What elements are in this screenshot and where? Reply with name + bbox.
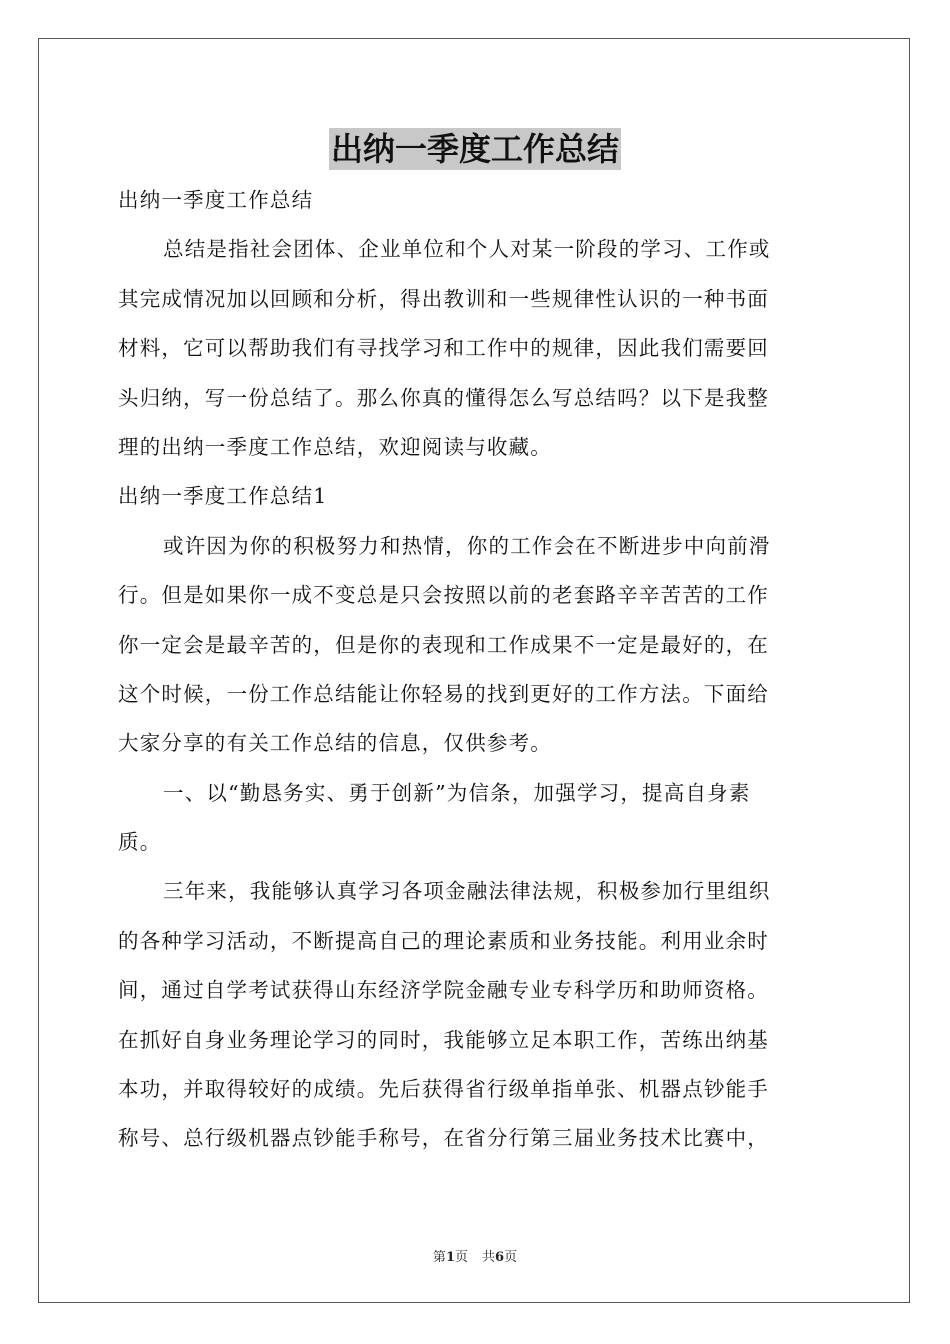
- document-body: [118, 176, 834, 1164]
- text-line: 间，通过自学考试获得山东经济学院金融专业专科学历和助师资格。: [118, 978, 769, 1003]
- text-line: 的各种学习活动，不断提高自己的理论素质和业务技能。利用业余时: [118, 928, 769, 953]
- text-line: 头归纳，写一份总结了。那么你真的懂得怎么写总结吗？以下是我整: [118, 385, 769, 410]
- page-number: 1: [445, 1250, 455, 1265]
- document-title: 出纳一季度工作总结: [330, 130, 619, 168]
- text-line: 材料，它可以帮助我们有寻找学习和工作中的规律，因此我们需要回: [118, 336, 769, 361]
- text-line: 在抓好自身业务理论学习的同时，我能够立足本职工作，苦练出纳基: [118, 1027, 769, 1052]
- text-line: 这个时候，一份工作总结能让你轻易的找到更好的工作方法。下面给: [118, 681, 769, 706]
- text-line: 你一定会是最辛苦的，但是你的表现和工作成果不一定是最好的，在: [118, 632, 769, 657]
- text-line: 或许因为你的积极努力和热情，你的工作会在不断进步中向前滑: [163, 533, 771, 558]
- text-line: 称号、总行级机器点钞能手称号，在省分行第三届业务技术比赛中，: [118, 1126, 769, 1151]
- text-line: 本功，并取得较好的成绩。先后获得省行级单指单张、机器点钞能手: [118, 1077, 769, 1102]
- text-line: 其完成情况加以回顾和分析，得出教训和一些规律性认识的一种书面: [118, 286, 769, 311]
- text-line: 三年来，我能够认真学习各项金融法律法规，积极参加行里组织: [163, 879, 771, 904]
- text-line: 出纳一季度工作总结: [118, 188, 314, 212]
- title-container: [0, 128, 950, 170]
- text-line: 理的出纳一季度工作总结，欢迎阅读与收藏。: [118, 434, 552, 459]
- total-suffix: 页: [504, 1250, 518, 1265]
- page-footer: [0, 1246, 950, 1265]
- total-prefix: 共: [482, 1250, 496, 1265]
- text-line: 总结是指社会团体、企业单位和个人对某一阶段的学习、工作或: [163, 237, 771, 262]
- text-line: 出纳一季度工作总结1: [118, 484, 328, 509]
- text-line: 一、以“勤恳务实、勇于创新”为信条，加强学习，提高自身素: [163, 780, 751, 805]
- page-suffix: 页: [454, 1250, 468, 1265]
- page-prefix: 第: [432, 1250, 446, 1265]
- text-line: 大家分享的有关工作总结的信息，仅供参考。: [118, 731, 552, 756]
- total-pages: 6: [495, 1250, 505, 1265]
- text-line: 质。: [118, 830, 162, 855]
- text-line: 行。但是如果你一成不变总是只会按照以前的老套路辛辛苦苦的工作: [118, 583, 769, 608]
